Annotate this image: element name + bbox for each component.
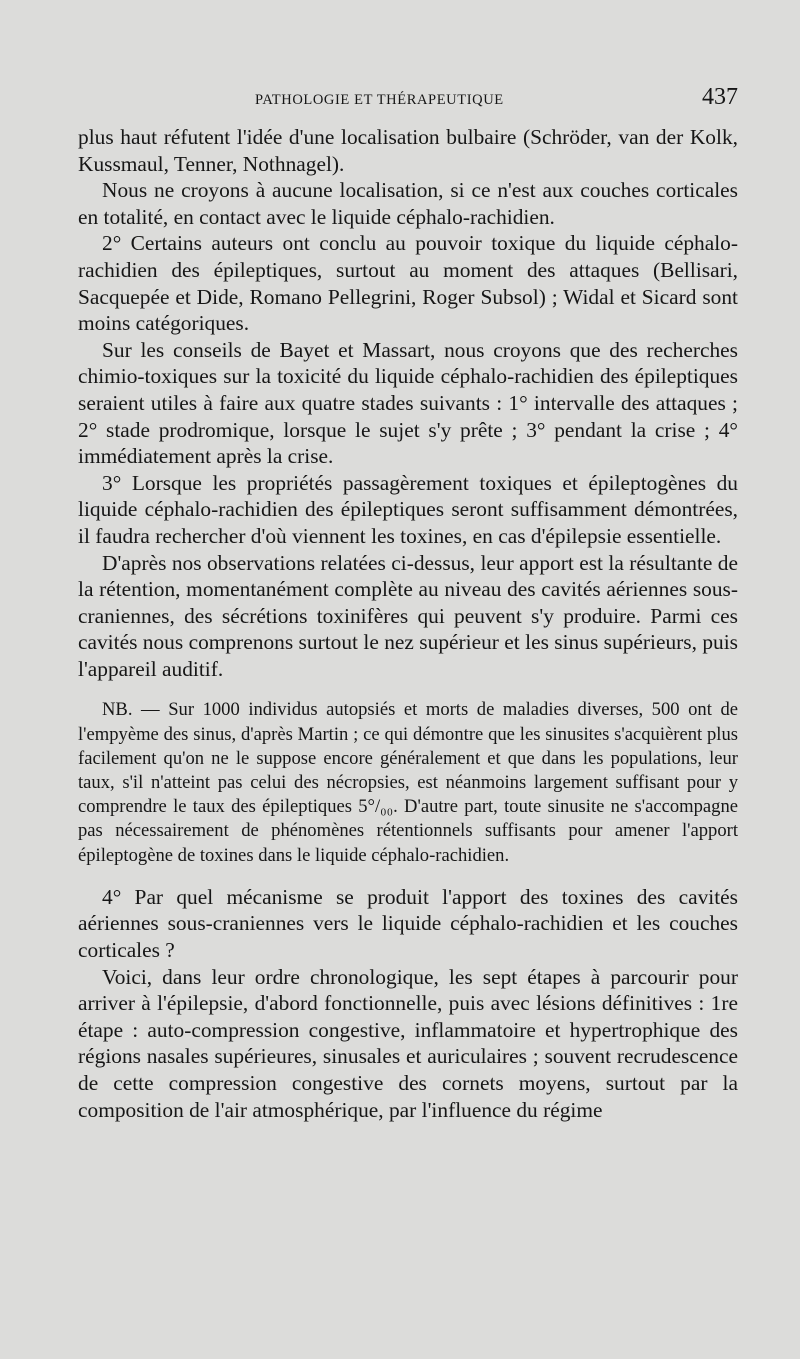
paragraph: D'après nos observations relatées ci-dessus, leur apport est la résultante de la rétention, momentanément complète au niveau des cavités aériennes sous-craniennes, des sécrétions toxinifères qui peuvent s'y produire. Parmi ces cavités nous comprenons surtout le nez supérieur et les sinus supérieurs, puis l'appareil auditif. xyxy=(78,550,738,681)
paragraph: 4° Par quel mécanisme se produit l'apport des toxines des cavités aériennes sous-craniennes vers le liquide céphalo-rachidien et les couches corticales ? xyxy=(78,884,738,963)
footnote-nb: NB. — Sur 1000 individus autopsiés et morts de maladies diverses, 500 ont de l'empyème des sinus, d'après Martin ; ce qui démontre que les sinusites s'acquièrent plus facilement qu'on ne le suppose encore généralement et que dans les populations, leur taux, s'il n'atteint pas celui des nécropsies, est néanmoins largement suffisant pour y comprendre le taux des épileptiques 5°/₀₀. D'autre part, toute sinusite ne s'accompagne pas nécessairement de phénomènes rétentionnels suffisants pour amener l'apport épileptogène de toxines dans le liquide céphalo-rachidien. xyxy=(78,699,738,866)
paragraph: plus haut réfutent l'idée d'une localisation bulbaire (Schröder, van der Kolk, Kussmaul, Tenner, Nothnagel). xyxy=(78,125,738,176)
paragraph: Voici, dans leur ordre chronologique, les sept étapes à parcourir pour arriver à l'épilepsie, d'abord fonctionnelle, puis avec lésions définitives : 1re étape : auto-compression congestive, inflammatoire et hypertrophique des régions nasales supérieures, sinusales et auriculaires ; souvent recrudescence de cette compression congestive des cornets moyens, surtout par la composition de l'air atmosphérique, par l'influence du régime xyxy=(78,964,738,1122)
paragraph: Sur les conseils de Bayet et Massart, nous croyons que des recherches chimio-toxiques sur la toxicité du liquide céphalo-rachidien des épileptiques seraient utiles à faire aux quatre stades suivants : 1° intervalle des attaques ; 2° stade prodromique, lorsque le sujet s'y prête ; 3° pendant la crise ; 4° immédiatement après la crise. xyxy=(78,337,738,469)
paragraph: 3° Lorsque les propriétés passagèrement toxiques et épileptogènes du liquide céphalo-rachidien des épileptiques seront suffisamment démontrées, il faudra rechercher d'où viennent les toxines, en cas d'épilepsie essentielle. xyxy=(78,470,738,548)
page-number: 437 xyxy=(702,84,738,110)
paragraph: Nous ne croyons à aucune localisation, si ce n'est aux couches corticales en totalité, en contact avec le liquide céphalo-rachidien. xyxy=(78,178,738,229)
running-title: PATHOLOGIE ET THÉRAPEUTIQUE xyxy=(255,92,504,108)
paragraph: 2° Certains auteurs ont conclu au pouvoir toxique du liquide céphalo-rachidien des épileptiques, surtout au moment des attaques (Bellisari, Sacquepée et Dide, Romano Pellegrini, Roger Subsol) ; Widal et Sicard sont moins catégoriques. xyxy=(78,231,738,336)
body-text xyxy=(78,124,738,1123)
running-head xyxy=(78,84,738,120)
